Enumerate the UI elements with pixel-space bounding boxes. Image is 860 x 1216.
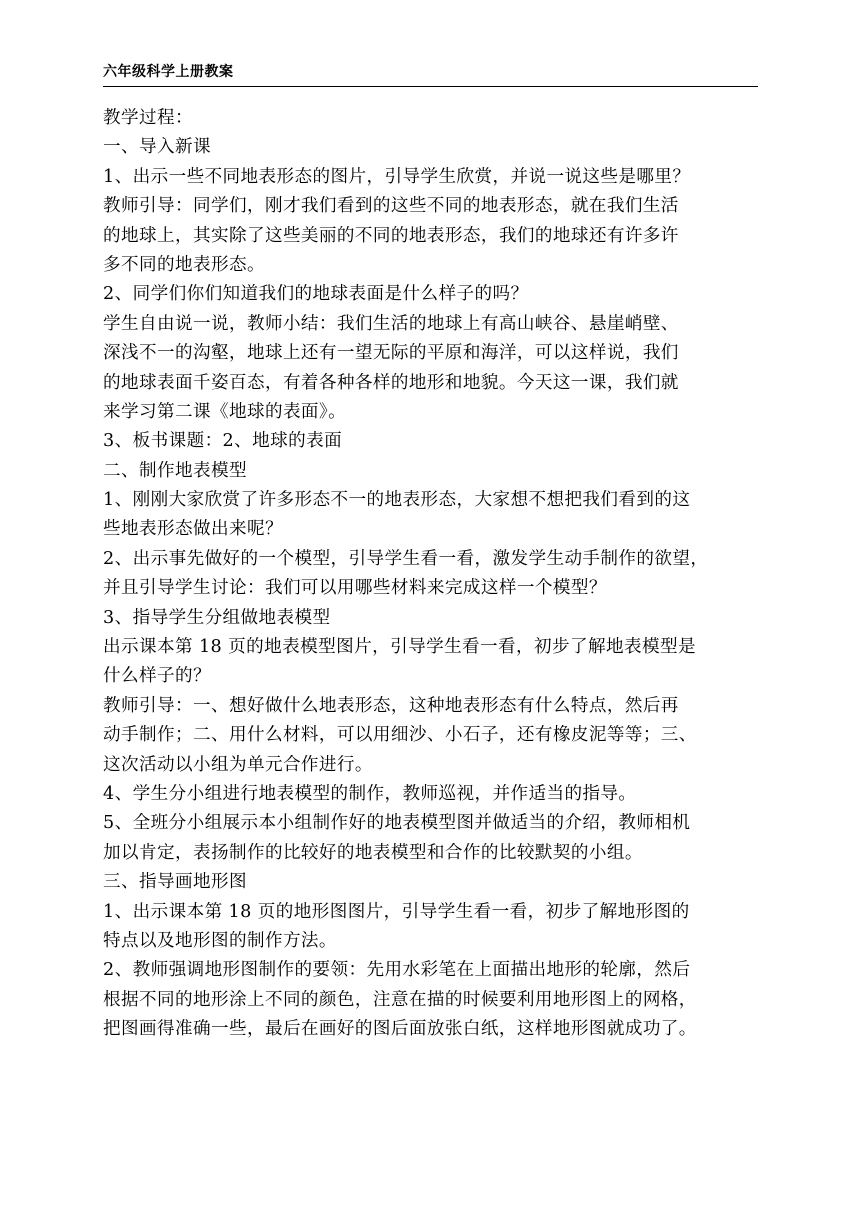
text-line: 1、刚刚大家欣赏了许多形态不一的地表形态，大家想不想把我们看到的这: [103, 490, 691, 511]
text-line: 教师引导：同学们，刚才我们看到的这些不同的地表形态，就在我们生活: [103, 196, 679, 217]
document-body: [103, 104, 759, 1045]
text-line: 加以肯定，表扬制作的比较好的地表模型和合作的比较默契的小组。: [103, 842, 643, 863]
text-line: 这次活动以小组为单元合作进行。: [103, 754, 373, 775]
text-line: 2、出示事先做好的一个模型，引导学生看一看，激发学生动手制作的欲望，: [103, 548, 709, 569]
text-line: 把图画得准确一些，最后在画好的图后面放张白纸，这样地形图就成功了。: [103, 1019, 697, 1040]
text-line: 5、全班分小组展示本小组制作好的地表模型图并做适当的介绍，教师相机: [103, 813, 691, 834]
page-header-title: 六年级科学上册教案: [103, 64, 234, 80]
text-line: 并且引导学生讨论：我们可以用哪些材料来完成这样一个模型？: [103, 578, 607, 599]
text-line: 的地球上，其实除了这些美丽的不同的地表形态，我们的地球还有许多许: [103, 225, 679, 246]
text-line: 2、同学们你们知道我们的地球表面是什么样子的吗？: [103, 284, 529, 305]
text-line: 些地表形态做出来呢？: [103, 519, 283, 540]
text-line: 根据不同的地形涂上不同的颜色，注意在描的时候要利用地形图上的网格，: [103, 989, 697, 1010]
page-header: [103, 62, 758, 87]
text-line: 3、指导学生分组做地表模型: [103, 607, 331, 628]
text-line: 教师引导：一、想好做什么地表形态，这种地表形态有什么特点，然后再: [103, 695, 679, 716]
text-line: 动手制作；二、用什么材料，可以用细沙、小石子，还有橡皮泥等等；三、: [103, 725, 697, 746]
text-line: 一、导入新课: [103, 137, 211, 158]
text-line: 1、出示课本第 18 页的地形图图片，引导学生看一看，初步了解地形图的: [103, 901, 690, 922]
text-line: 的地球表面千姿百态，有着各种各样的地形和地貌。今天这一课，我们就: [103, 372, 679, 393]
text-line: 多不同的地表形态。: [103, 254, 265, 275]
text-line: 什么样子的？: [103, 666, 211, 687]
text-line: 三、指导画地形图: [103, 872, 247, 893]
text-line: 4、学生分小组进行地表模型的制作，教师巡视，并作适当的指导。: [103, 783, 637, 804]
text-line: 1、出示一些不同地表形态的图片，引导学生欣赏，并说一说这些是哪里？: [103, 166, 691, 187]
text-line: 特点以及地形图的制作方法。: [103, 930, 337, 951]
text-line: 出示课本第 18 页的地表模型图片，引导学生看一看，初步了解地表模型是: [103, 637, 696, 658]
text-line: 二、制作地表模型: [103, 460, 247, 481]
text-line: 教学过程：: [103, 108, 193, 128]
text-line: 3、板书课题：2、地球的表面: [103, 431, 343, 452]
text-line: 来学习第二课《地球的表面》。: [103, 401, 347, 422]
text-line: 学生自由说一说，教师小结：我们生活的地球上有高山峡谷、悬崖峭壁、: [103, 313, 679, 334]
text-line: 2、教师强调地形图制作的要领：先用水彩笔在上面描出地形的轮廓，然后: [103, 960, 691, 981]
text-line: 深浅不一的沟壑，地球上还有一望无际的平原和海洋，可以这样说，我们: [103, 343, 679, 364]
